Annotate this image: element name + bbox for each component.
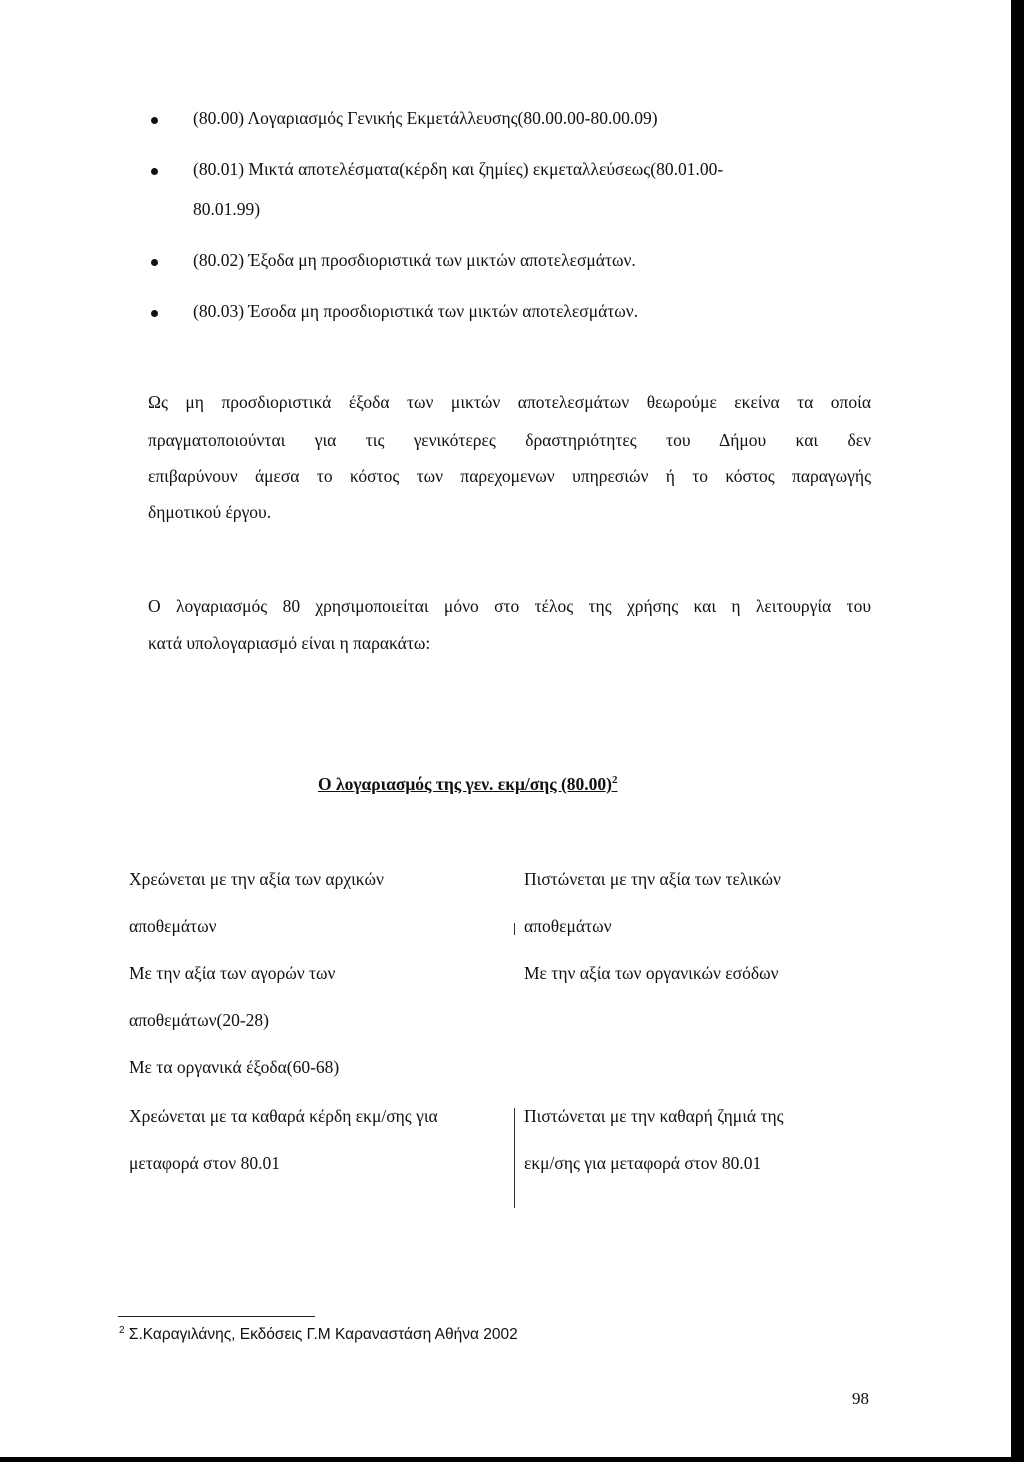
bullet-dot [151, 168, 158, 175]
credit-line: αποθεμάτων [524, 916, 612, 936]
footnote-reference: 2 [612, 774, 618, 787]
credit-line: Με την αξία των οργανικών εσόδων [524, 963, 779, 983]
paragraph-line: κατά υπολογαριασμό είναι η παρακάτω: [148, 633, 431, 653]
footnote-separator [118, 1316, 315, 1317]
paragraph-line: πραγματοποιούνται για τις γενικότερες δραστηριότητες του Δήμου και δεν [148, 430, 871, 450]
footnote [119, 1325, 518, 1344]
bullet-item: (80.00) Λογαριασμός Γενικής Εκμετάλλευσης(80.00.00-80.00.09) [193, 108, 658, 128]
account-heading-text: Ο λογαριασμός της γεν. εκμ/σης (80.00) [318, 774, 613, 794]
bullet-dot [151, 259, 158, 266]
paragraph-line: Ως μη προσδιοριστικά έξοδα των μικτών αποτελεσμάτων θεωρούμε εκείνα τα οποία [148, 392, 871, 412]
debit-line: αποθεμάτων [129, 916, 217, 936]
bullet-item: (80.03) Έσοδα μη προσδιοριστικά των μικτών αποτελεσμάτων. [193, 301, 639, 321]
divider-tick [514, 923, 515, 935]
footnote-mark: 2 [119, 1325, 125, 1336]
paragraph-line: επιβαρύνουν άμεσα το κόστος των παρεχομενων υπηρεσιών ή το κόστος παραγωγής [148, 466, 871, 486]
bullet-dot [151, 310, 158, 317]
bullet-item: (80.02) Έξοδα μη προσδιοριστικά των μικτών αποτελεσμάτων. [193, 250, 636, 270]
debit-line: Χρεώνεται με την αξία των αρχικών [129, 869, 384, 889]
debit-line: Με τα οργανικά έξοδα(60-68) [129, 1057, 340, 1077]
bullet-item-continuation: 80.01.99) [193, 199, 261, 219]
bullet-item: (80.01) Μικτά αποτελέσματα(κέρδη και ζημίες) εκμεταλλεύσεως(80.01.00- [193, 159, 724, 179]
bullet-dot [151, 117, 158, 124]
debit-line: αποθεμάτων(20-28) [129, 1010, 269, 1030]
page-number: 98 [852, 1389, 869, 1408]
column-divider [514, 1108, 515, 1208]
credit-line: Πιστώνεται με την αξία των τελικών [524, 869, 781, 889]
paragraph-line: δημοτικού έργου. [148, 502, 272, 522]
account-heading [318, 774, 618, 795]
paragraph-line: Ο λογαριασμός 80 χρησιμοποιείται μόνο στο τέλος της χρήσης και η λειτουργία του [148, 596, 871, 616]
debit-line: Χρεώνεται με τα καθαρά κέρδη εκμ/σης για [129, 1106, 438, 1126]
footnote-text: Σ.Καραγιλάνης, Εκδόσεις Γ.Μ Καραναστάση Αθήνα 2002 [128, 1326, 518, 1344]
debit-line: Με την αξία των αγορών των [129, 963, 336, 983]
debit-line: μεταφορά στον 80.01 [129, 1153, 280, 1173]
credit-line: Πιστώνεται με την καθαρή ζημιά της [524, 1106, 784, 1126]
credit-line: εκμ/σης για μεταφορά στον 80.01 [524, 1153, 762, 1173]
